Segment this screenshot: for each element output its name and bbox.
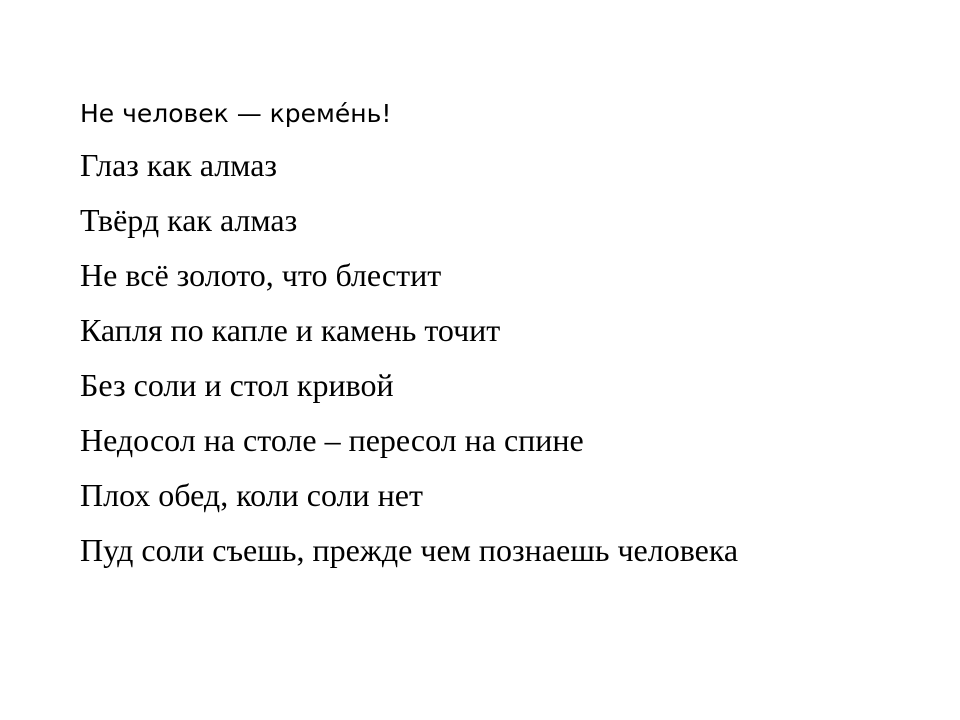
proverb-line-5: Капля по капле и камень точит (80, 312, 501, 348)
proverb-line-7: Недосол на столе – пересол на спине (80, 422, 584, 458)
proverb-line-3: Твёрд как алмаз (80, 202, 298, 238)
proverb-line-4: Не всё золото, что блестит (80, 257, 442, 293)
proverb-line-9: Пуд соли съешь, прежде чем познаешь человека (80, 532, 739, 568)
proverb-line-6: Без соли и стол кривой (80, 367, 394, 403)
proverb-line-1: Не человек — креме́нь! (80, 99, 392, 128)
proverb-line-2: Глаз как алмаз (80, 147, 278, 183)
proverb-line-8: Плох обед, коли соли нет (80, 477, 423, 513)
proverb-list (80, 90, 940, 578)
